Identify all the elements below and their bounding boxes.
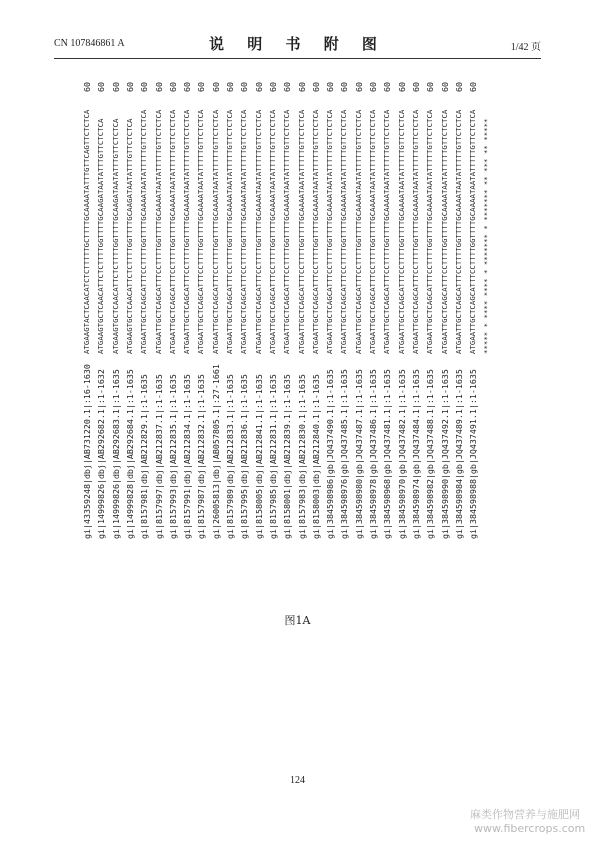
- position-number: 60: [253, 82, 264, 92]
- page-number: 124: [290, 775, 305, 786]
- sequence-id: gi|384598990|gb|JQ437492.1|:1-1635: [439, 369, 450, 539]
- position-number: 60: [410, 82, 421, 92]
- sequence-text: ATGAATTGCTCAGCATTTCCTTTTGGTTTTGCAAAATAATATTTTTGTTCTCTCA: [210, 109, 220, 354]
- sequence-id: gi|384598974|gb|JQ437484.1|:1-1635: [410, 369, 421, 539]
- sequence-text: ATGAAGTGCTCAACATTCTCTTTTGGTTTTGCAAGATAATATTTGTTCTCTCA: [96, 118, 106, 354]
- position-number: 60: [353, 82, 364, 92]
- page-header: [54, 35, 541, 54]
- position-number: 60: [225, 82, 235, 92]
- patent-number: CN 107846861 A: [54, 38, 125, 49]
- position-number: 60: [210, 82, 221, 92]
- sequence-text: ATGAATTGCTCAGCATTTCCTTTTGGTTTTGCAAAATAATATTTTTGTTCTCTCA: [339, 109, 349, 354]
- sequence-id: gi|14999826|dbj|AB292683.1|:1-1635: [110, 369, 121, 539]
- position-number: 60: [82, 82, 92, 92]
- sequence-id: gi|384598978|gb|JQ437486.1|:1-1635: [368, 369, 378, 539]
- position-number: 60: [325, 82, 336, 92]
- sequence-id: gi|8157991|dbj|AB212834.1|:1-1635: [182, 374, 193, 539]
- sequence-text: ATGAATTGCTCAGCATTTCCTTTTGGTTTTGCAAAATAATATTTTTGTTCTCTCA: [439, 109, 449, 354]
- sequence-text: ATGAATTGCTCAGCATTTCCTTTTGGTTTTGCAAAATAATATTTTTGTTCTCTCA: [410, 109, 420, 354]
- position-number: 60: [439, 82, 450, 92]
- position-number: 60: [282, 82, 293, 92]
- sequence-id: gi|8157983|dbj|AB212830.1|:1-1635: [296, 374, 307, 539]
- sequence-text: ATGAATTGCTCAGCATTTCCTTTTGGTTTTGCAAAATAATATTTTTGTTCTCTCA: [139, 109, 149, 354]
- sequence-text: ATGAAGTACTCAACATCTCTTTTTGCTTTTGCAAAATATTTGTTCAGTTCTCTCA: [82, 109, 91, 354]
- sequence-id: gi|43359248|dbj|AB731220.1|:16-1630: [82, 364, 92, 539]
- sequence-id: gi|384598968|gb|JQ437481.1|:1-1635: [382, 369, 393, 539]
- sequence-text: ATGAATTGCTCAGCATTTCCTTTTGGTTTTGCAAAATAATATTTTTGTTCTCTCA: [453, 109, 463, 354]
- sequence-text: ATGAATTGCTCAGCATTTCCTTTTGGTTTTGCAAAATAATATTTTTGTTCTCTCA: [368, 109, 377, 354]
- sequence-text: ATGAATTGCTCAGCATTTCCTTTTGGTTTTGCAAAATAATATTTTTGTTCTCTCA: [382, 109, 392, 354]
- sequence-text: ATGAATTGCTCAGCATTTCCTTTTGGTTTTGCAAAATAATATTTTTGTTCTCTCA: [182, 109, 192, 354]
- sequence-text: ATGAATTGCTCAGCATTTCCTTTTGGTTTTGCAAAATAATATTTTTGTTCTCTCA: [325, 109, 335, 354]
- sequence-id: gi|26005813|dbj|AB057805.1|:27-1661: [210, 364, 221, 539]
- sequence-id: gi|384598970|gb|JQ437482.1|:1-1635: [396, 369, 407, 539]
- position-number: 60: [110, 82, 121, 92]
- position-number: 60: [396, 82, 407, 92]
- sequence-id: gi|384598980|gb|JQ437487.1|:1-1635: [353, 369, 364, 539]
- watermark-url: www.fibercrops.com: [474, 822, 586, 835]
- position-number: 60: [124, 82, 135, 92]
- sequence-text: ATGAATTGCTCAGCATTTCCTTTTGGTTTTGCAAAATAATATTTTTGTTCTCTCA: [267, 109, 277, 354]
- sequence-id: gi|8157997|dbj|AB212837.1|:1-1635: [153, 374, 164, 539]
- position-number: 60: [339, 82, 350, 92]
- sequence-id: gi|14999826|dbj|AB292682.1|:1-1632: [96, 369, 107, 539]
- header-rule: [54, 58, 541, 59]
- page-count: 1/42 页: [510, 42, 541, 53]
- position-number: 60: [196, 82, 207, 92]
- position-number: 60: [453, 82, 464, 92]
- position-number: 60: [182, 82, 193, 92]
- sequence-id: gi|8157985|dbj|AB212831.1|:1-1635: [267, 374, 278, 539]
- position-number: 60: [368, 82, 378, 92]
- sequence-text: ATGAATTGCTCAGCATTTCCTTTTGGTTTTGCAAAATAATATTTTTGTTCTCTCA: [310, 109, 320, 354]
- position-number: 60: [139, 82, 150, 92]
- figure-caption: 图1A: [284, 614, 311, 627]
- position-number: 60: [425, 82, 436, 92]
- position-number: 60: [310, 82, 321, 92]
- sequence-text: ATGAATTGCTCAGCATTTCCTTTTGGTTTTGCAAAATAATATTTTTGTTCTCTCA: [282, 109, 292, 354]
- sequence-id: gi|384598986|gb|JQ437490.1|:1-1635: [325, 369, 336, 539]
- sequence-id: gi|8157989|dbj|AB212833.1|:1-1635: [225, 374, 235, 539]
- position-number: 60: [239, 82, 250, 92]
- sequence-id: gi|8158005|dbj|AB212841.1|:1-1635: [253, 374, 264, 539]
- sequence-id: gi|8157993|dbj|AB212835.1|:1-1635: [167, 374, 178, 539]
- sequence-id: gi|8157981|dbj|AB212829.1|:1-1635: [139, 374, 150, 539]
- sequence-text: ATGAATTGCTCAGCATTTCCTTTTGGTTTTGCAAAATAATATTTTTGTTCTCTCA: [425, 109, 435, 354]
- position-number: 60: [468, 82, 479, 92]
- position-number: 60: [382, 82, 393, 92]
- sequence-alignment: [81, 79, 513, 539]
- sequence-text: ATGAATTGCTCAGCATTTCCTTTTGGTTTTGCAAAATAATATTTTTGTTCTCTCA: [225, 109, 234, 354]
- position-number: 60: [267, 82, 278, 92]
- sequence-id: gi|14999828|dbj|AB292684.1|:1-1635: [124, 369, 135, 539]
- position-number: 60: [96, 82, 107, 92]
- page-title: 说 明 书 附 图: [209, 35, 386, 53]
- sequence-id: gi|8157995|dbj|AB212836.1|:1-1635: [239, 374, 250, 539]
- sequence-text: ATGAATTGCTCAGCATTTCCTTTTGGTTTTGCAAAATAATATTTTTGTTCTCTCA: [196, 109, 206, 354]
- sequence-id: gi|8157987|dbj|AB212832.1|:1-1635: [196, 374, 207, 539]
- sequence-text: ATGAAGTGCTCAACATTCTCTTTTGGTTTTGCAAGATAATATTTGTTCTCTCA: [124, 118, 134, 354]
- position-number: 60: [153, 82, 164, 92]
- position-number: 60: [167, 82, 178, 92]
- sequence-id: gi|384598988|gb|JQ437491.1|:1-1635: [468, 369, 479, 539]
- sequence-text: ATGAAGTGCTCAACATTCTCTTTTGGTTTTGCAAGATAATATTTGTTCTCTCA: [110, 118, 120, 354]
- sequence-id: gi|384598976|gb|JQ437485.1|:1-1635: [339, 369, 350, 539]
- sequence-text: ATGAATTGCTCAGCATTTCCTTTTGGTTTTGCAAAATAATATTTTTGTTCTCTCA: [353, 109, 363, 354]
- watermark-text: 麻类作物营养与施肥网: [470, 808, 580, 821]
- sequence-id: gi|8158001|dbj|AB212839.1|:1-1635: [282, 374, 293, 539]
- sequence-text: ATGAATTGCTCAGCATTTCCTTTTGGTTTTGCAAAATAATATTTTTGTTCTCTCA: [167, 109, 177, 354]
- sequence-text: ATGAATTGCTCAGCATTTCCTTTTGGTTTTGCAAAATAATATTTTTGTTCTCTCA: [468, 109, 478, 354]
- sequence-text: ATGAATTGCTCAGCATTTCCTTTTGGTTTTGCAAAATAATATTTTTGTTCTCTCA: [296, 109, 306, 354]
- sequence-id: gi|384598984|gb|JQ437489.1|:1-1635: [453, 369, 464, 539]
- consensus-stars: ***** * **** **** * ******* * ******* ** *** ** *****: [482, 118, 492, 354]
- sequence-id: gi|384598982|gb|JQ437488.1|:1-1635: [425, 369, 436, 539]
- sequence-text: ATGAATTGCTCAGCATTTCCTTTTGGTTTTGCAAAATAATATTTTTGTTCTCTCA: [153, 109, 163, 354]
- position-number: 60: [296, 82, 307, 92]
- sequence-text: ATGAATTGCTCAGCATTTCCTTTTGGTTTTGCAAAATAATATTTTTGTTCTCTCA: [253, 109, 263, 354]
- sequence-id: gi|8158003|dbj|AB212840.1|:1-1635: [310, 374, 321, 539]
- sequence-text: ATGAATTGCTCAGCATTTCCTTTTGGTTTTGCAAAATAATATTTTTGTTCTCTCA: [239, 109, 249, 354]
- sequence-text: ATGAATTGCTCAGCATTTCCTTTTGGTTTTGCAAAATAATATTTTTGTTCTCTCA: [396, 109, 406, 354]
